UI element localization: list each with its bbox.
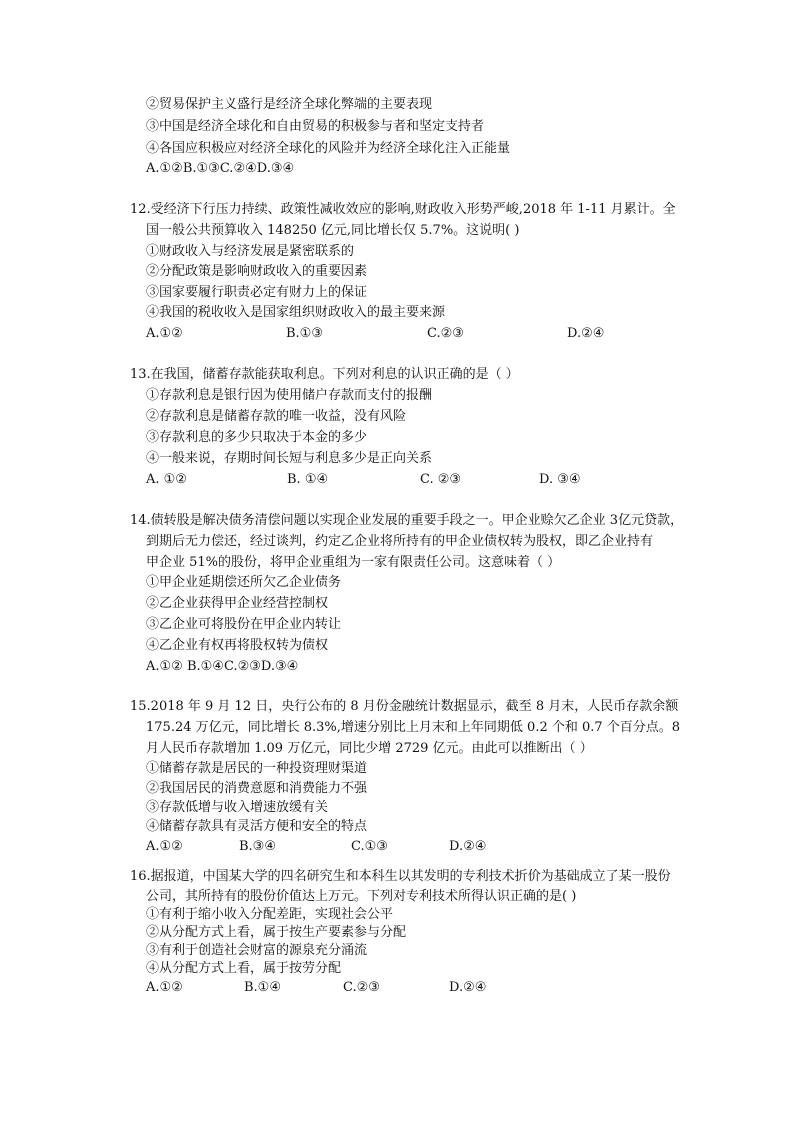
q11-options: A.①②B.①③C.②④D.③④ (146, 161, 295, 176)
q15-option-d: D.②④ (449, 839, 487, 854)
q16-item-4: ④从分配方式上看，属于按劳分配 (146, 961, 342, 976)
q15-option-b: B.③④ (239, 839, 276, 854)
q12-item-1: ①财政收入与经济发展是紧密联系的 (146, 244, 355, 259)
q15-stem-line-1: 15.2018 年 9 月 12 日，央行公布的 8 月份金融统计数据显示，截至 8 月末，人民币存款余额 (130, 699, 679, 714)
q14-item-2: ②乙企业获得甲企业经营控制权 (146, 596, 329, 611)
q16-option-d: D.②④ (449, 980, 487, 995)
q12-stem-line-1: 12.受经济下行压力持续、政策性减收效应的影响,财政收入形势严峻,2018 年 1-11 月累计。全 (130, 202, 676, 217)
q11-item-2: ②贸易保护主义盛行是经济全球化弊端的主要表现 (146, 97, 433, 112)
q12-option-a: A.①② (146, 326, 183, 341)
q13-item-2: ②存款利息是储蓄存款的唯一收益，没有风险 (146, 409, 407, 424)
q16-item-1: ①有利于缩小收入分配差距，实现社会公平 (146, 907, 394, 922)
q16-stem-line-2: 公司，其所持有的股份价值达上万元。下列对专利技术所得认识正确的是( ) (146, 889, 577, 904)
q14-item-3: ③乙企业可将股份在甲企业内转让 (146, 617, 342, 632)
q15-option-a: A.①② (146, 839, 183, 854)
q15-item-4: ④储蓄存款具有灵活方便和安全的特点 (146, 819, 368, 834)
q13-item-4: ④一般来说，存期时间长短与利息多少是正向关系 (146, 451, 433, 466)
q13-stem-line-1: 13.在我国，储蓄存款能获取利息。下列对利息的认识正确的是（ ） (130, 367, 519, 382)
q12-option-c: C.②③ (427, 326, 464, 341)
q15-stem-line-2: 175.24 万亿元，同比增长 8.3%,增速分别比上月末和上年同期低 0.2 个和 0.7 个百分点。8 (146, 720, 681, 735)
q15-item-3: ③存款低增与收入增速放缓有关 (146, 800, 329, 815)
q12-option-d: D.②④ (567, 326, 605, 341)
q16-option-c: C.②③ (343, 980, 380, 995)
q14-item-4: ④乙企业有权再将股权转为债权 (146, 638, 329, 653)
q12-item-4: ④我国的税收收入是国家组织财政收入的最主要来源 (146, 305, 446, 320)
q15-item-1: ①储蓄存款是居民的一种投资理财渠道 (146, 761, 368, 776)
q16-item-2: ②从分配方式上看，属于按生产要素参与分配 (146, 925, 407, 940)
q13-option-a: A. ①② (146, 472, 187, 487)
q11-item-3: ③中国是经济全球化和自由贸易的积极参与者和坚定支持者 (146, 119, 485, 134)
q11-item-4: ④各国应积极应对经济全球化的风险并为经济全球化注入正能量 (146, 141, 511, 156)
q16-option-b: B.①④ (244, 980, 281, 995)
q16-stem-line-1: 16.据报道，中国某大学的四名研究生和本科生以其发明的专利技术折价为基础成立了某一股份 (130, 869, 671, 884)
q13-item-1: ①存款利息是银行因为使用储户存款而支付的报酬 (146, 388, 433, 403)
q12-item-2: ②分配政策是影响财政收入的重要因素 (146, 264, 368, 279)
q13-option-d: D. ③④ (539, 472, 581, 487)
q16-item-3: ③有利于创造社会财富的源泉充分涌流 (146, 943, 368, 958)
q16-option-a: A.①② (146, 980, 183, 995)
q15-option-c: C.①③ (351, 839, 388, 854)
q13-item-3: ③存款利息的多少只取决于本金的多少 (146, 430, 368, 445)
q15-item-2: ②我国居民的消费意愿和消费能力不强 (146, 781, 368, 796)
q14-options: A.①② B.①④C.②③D.③④ (146, 659, 299, 674)
q14-stem-line-1: 14.债转股是解决债务清偿问题以实现企业发展的重要手段之一。甲企业赊欠乙企业 3亿元贷款， (130, 513, 684, 528)
q12-stem-line-2: 国一般公共预算收入 148250 亿元,同比增长仅 5.7%。这说明( ) (146, 223, 520, 238)
q13-option-c: C. ②③ (420, 472, 462, 487)
q13-option-b: B. ①④ (287, 472, 329, 487)
q12-option-b: B.①③ (286, 326, 323, 341)
q14-item-1: ①甲企业延期偿还所欠乙企业债务 (146, 575, 342, 590)
q12-item-3: ③国家要履行职责必定有财力上的保证 (146, 285, 368, 300)
q14-stem-line-3: 甲企业 51%的股份，将甲企业重组为一家有限责任公司。这意味着（ ） (146, 555, 561, 570)
q15-stem-line-3: 月人民币存款增加 1.09 万亿元，同比少增 2729 亿元。由此可以推断出（ ） (146, 741, 593, 756)
q14-stem-line-2: 到期后无力偿还，经过谈判，约定乙企业将所持有的甲企业债权转为股权，即乙企业持有 (146, 534, 654, 549)
